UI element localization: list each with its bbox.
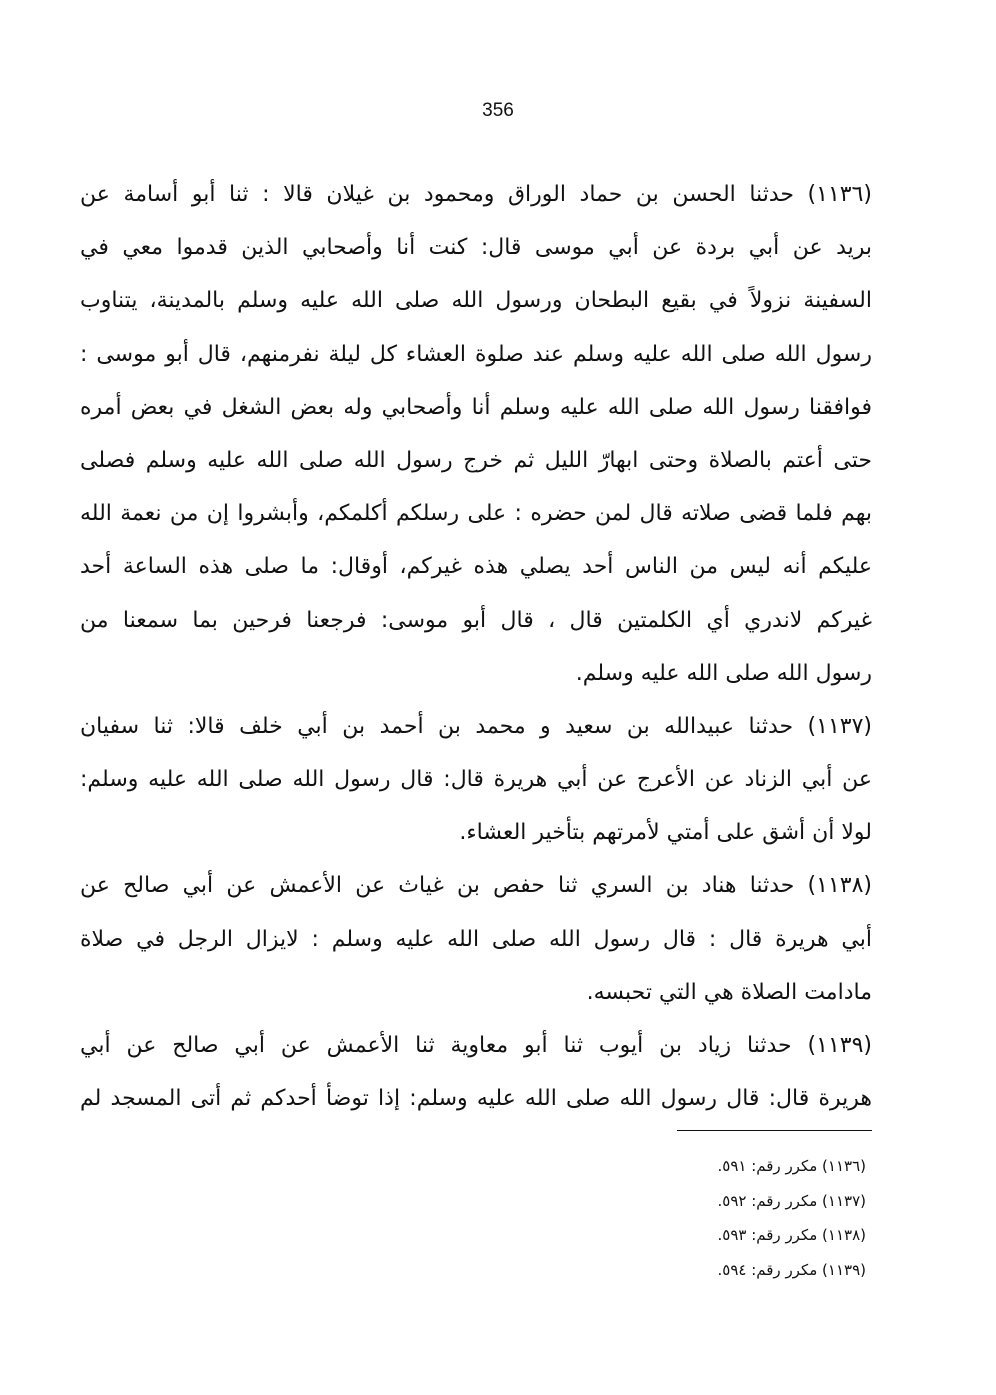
footnotes bbox=[500, 1149, 866, 1287]
text-line: مادامت الصلاة هي التي تحبسه. bbox=[586, 979, 872, 1005]
text-line: عن أبي الزناد عن الأعرج عن أبي هريرة قال: قال رسول الله صلى الله عليه وسلم: bbox=[80, 767, 872, 793]
page-number: 356 bbox=[482, 100, 514, 121]
text-line: عليكم أنه ليس من الناس أحد يصلي هذه غيركم، أوقال: ما صلى هذه الساعة أحد bbox=[80, 554, 872, 580]
text-line: (١١٣٨) حدثنا هناد بن السري ثنا حفص بن غياث عن الأعمش عن أبي صالح عن bbox=[80, 873, 872, 899]
footnote: (١١٣٦) مكرر رقم: ٥٩١. bbox=[717, 1157, 866, 1175]
text-line: بريد عن أبي بردة عن أبي موسى قال: كنت أنا وأصحابي الذين قدموا معي في bbox=[80, 235, 872, 261]
text-line: (١١٣٦) حدثنا الحسن بن حماد الوراق ومحمود بن غيلان قالا : ثنا أبو أسامة عن bbox=[80, 182, 872, 207]
footnote: (١١٣٨) مكرر رقم: ٥٩٣. bbox=[717, 1226, 866, 1244]
text-line: حتى أعتم بالصلاة وحتى ابهارّ الليل ثم خرج رسول الله صلى الله عليه وسلم فصلى bbox=[80, 447, 872, 473]
text-line: أبي هريرة قال : قال رسول الله صلى الله عليه وسلم : لايزال الرجل في صلاة bbox=[80, 926, 872, 952]
footnote: (١١٣٧) مكرر رقم: ٥٩٢. bbox=[717, 1191, 866, 1210]
text-line: رسول الله صلى الله عليه وسلم. bbox=[575, 660, 872, 686]
footnote: (١١٣٩) مكرر رقم: ٥٩٤. bbox=[717, 1260, 866, 1279]
text-line: غيركم لاندري أي الكلمتين قال ، قال أبو موسى: فرجعنا فرحين بما سمعنا من bbox=[80, 607, 872, 633]
footnote-divider bbox=[677, 1130, 872, 1131]
text-line: بهم فلما قضى صلاته قال لمن حضره : على رسلكم أكلمكم، وأبشروا إن من نعمة الله bbox=[80, 501, 872, 527]
text-line: (١١٣٩) حدثنا زياد بن أيوب ثنا أبو معاوية ثنا الأعمش عن أبي صالح عن أبي bbox=[80, 1033, 872, 1058]
text-line: هريرة قال: قال رسول الله صلى الله عليه وسلم: إذا توضأ أحدكم ثم أتى المسجد لم bbox=[80, 1086, 872, 1112]
text-line: فوافقنا رسول الله صلى الله عليه وسلم أنا وأصحابي وله بعض الشغل في بعض أمره bbox=[80, 394, 872, 420]
text-line: رسول الله صلى الله عليه وسلم عند صلوة العشاء كل ليلة نفرمنهم، قال أبو موسى : bbox=[80, 341, 872, 367]
text-line: (١١٣٧) حدثنا عبيدالله بن سعيد و محمد بن أحمد بن أبي خلف قالا: ثنا سفيان bbox=[80, 713, 872, 739]
text-line: السفينة نزولاً في بقيع البطحان ورسول الله صلى الله عليه وسلم بالمدينة، يتناوب bbox=[80, 288, 872, 314]
hadith-text bbox=[80, 168, 872, 1125]
text-line: لولا أن أشق على أمتي لأمرتهم بتأخير العشاء. bbox=[459, 820, 872, 846]
